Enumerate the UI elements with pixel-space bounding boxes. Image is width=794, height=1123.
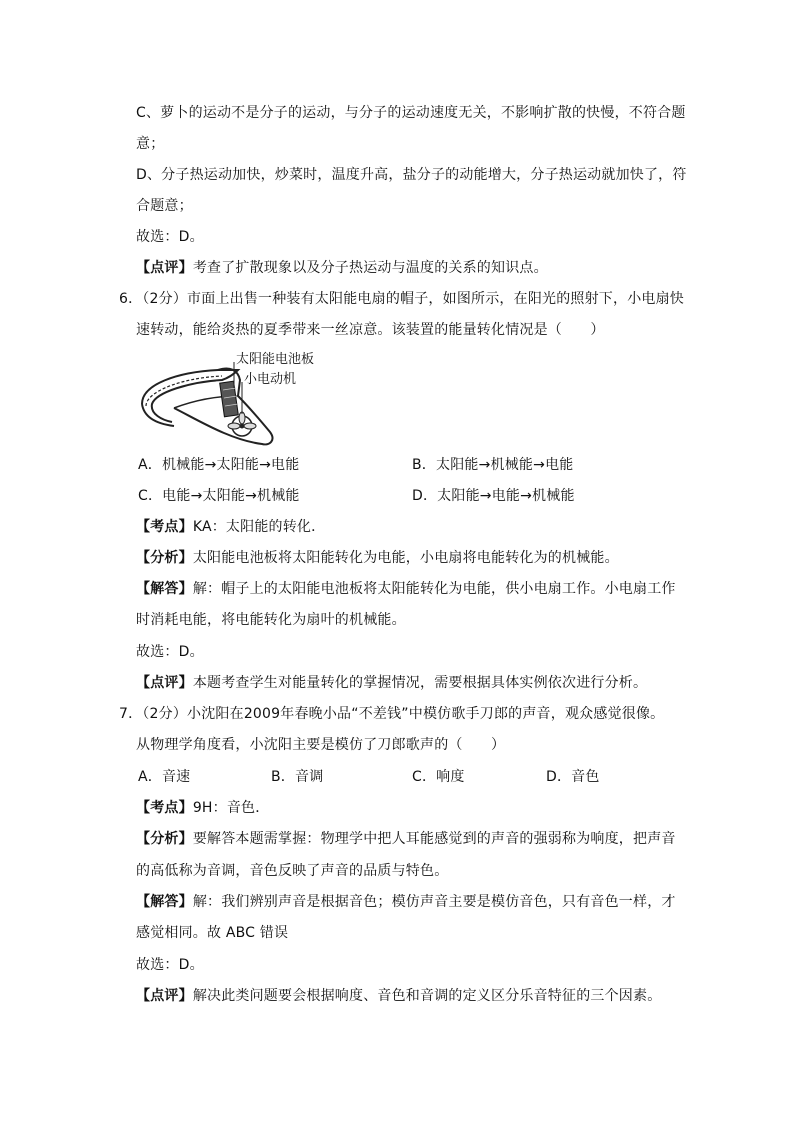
item6-option-b: B．太阳能→机械能→电能 <box>412 457 574 473</box>
comment-tag: 【点评】 <box>136 260 193 276</box>
comment-text: 考查了扩散现象以及分子热运动与温度的关系的知识点。 <box>192 260 548 276</box>
item7-option-c: C．响度 <box>412 769 465 785</box>
item7-solution-line2: 感觉相同。故 ABC 错误 <box>136 925 289 941</box>
point-text: KA：太阳能的转化． <box>192 519 326 535</box>
item6-analysis <box>136 549 619 567</box>
item7-stem-line1: 7．（2分）小沈阳在2009年春晚小品“不差钱”中模仿歌手刀郎的声音，观众感觉很像。 <box>119 706 665 722</box>
item7-solution-line1 <box>136 893 676 911</box>
item6-option-d: D．太阳能→电能→机械能 <box>412 488 575 504</box>
item7-stem-line2: 从物理学角度看，小沈阳主要是模仿了刀郎歌声的（ ） <box>136 737 506 753</box>
item5-comment <box>136 259 548 277</box>
item7-analysis-line2: 的高低称为音调，音色反映了声音的品质与特色。 <box>136 863 449 879</box>
item6-answer: 故选：D。 <box>136 644 204 660</box>
comment-tag: 【点评】 <box>136 988 193 1004</box>
item7-answer: 故选：D。 <box>136 957 204 973</box>
item7-option-d: D．音色 <box>546 769 600 785</box>
analysis-tag: 【分析】 <box>136 550 193 566</box>
solution-text: 解：帽子上的太阳能电池板将太阳能转化为电能，供小电扇工作。小电扇工作 <box>192 581 676 597</box>
analysis-text: 太阳能电池板将太阳能转化为电能，小电扇将电能转化为的机械能。 <box>192 550 619 566</box>
item6-stem-line1: 6．（2分）市面上出售一种装有太阳能电扇的帽子，如图所示，在阳光的照射下，小电扇快 <box>119 291 685 307</box>
item6-stem-line2: 速转动，能给炎热的夏季带来一丝凉意。该装置的能量转化情况是（ ） <box>136 322 605 338</box>
item5-option-d-line1: D、分子热运动加快，炒菜时，温度升高，盐分子的动能增大，分子热运动就加快了，符 <box>136 167 687 183</box>
point-tag: 【考点】 <box>136 800 193 816</box>
item7-option-b: B．音调 <box>271 769 324 785</box>
analysis-tag: 【分析】 <box>136 831 193 847</box>
item7-option-a: A．音速 <box>138 769 191 785</box>
analysis-text: 要解答本题需掌握：物理学中把人耳能感觉到的声音的强弱称为响度，把声音 <box>192 831 676 847</box>
item6-solution-line2: 时消耗电能，将电能转化为扇叶的机械能。 <box>136 612 406 628</box>
item5-option-c-line1: C、萝卜的运动不是分子的运动，与分子的运动速度无关，不影响扩散的快慢，不符合题 <box>136 105 686 121</box>
comment-text: 解决此类问题要会根据响度、音色和音调的定义区分乐音特征的三个因素。 <box>192 988 662 1004</box>
figure-label-solar-panel: 太阳能电池板 <box>236 352 315 367</box>
comment-tag: 【点评】 <box>136 675 193 691</box>
item6-solution-line1 <box>136 580 676 598</box>
solar-fan-hat-figure <box>138 348 428 448</box>
solution-text: 解：我们辨别声音是根据音色；模仿声音主要是模仿音色，只有音色一样，才 <box>192 894 676 910</box>
point-text: 9H：音色． <box>192 800 270 816</box>
item5-answer: 故选：D。 <box>136 229 204 245</box>
comment-text: 本题考查学生对能量转化的掌握情况，需要根据具体实例依次进行分析。 <box>192 675 648 691</box>
item6-point <box>136 518 325 536</box>
item5-option-c-line2: 意； <box>136 136 165 152</box>
item6-option-a: A．机械能→太阳能→电能 <box>138 457 300 473</box>
figure-label-motor: 小电动机 <box>244 372 297 387</box>
point-tag: 【考点】 <box>136 519 193 535</box>
item5-option-d-line2: 合题意； <box>136 198 193 214</box>
item7-analysis-line1 <box>136 830 676 848</box>
item6-option-c: C．电能→太阳能→机械能 <box>138 488 300 504</box>
solution-tag: 【解答】 <box>136 894 193 910</box>
item6-comment <box>136 674 647 692</box>
solution-tag: 【解答】 <box>136 581 193 597</box>
item7-comment <box>136 987 661 1005</box>
item7-point <box>136 799 269 817</box>
